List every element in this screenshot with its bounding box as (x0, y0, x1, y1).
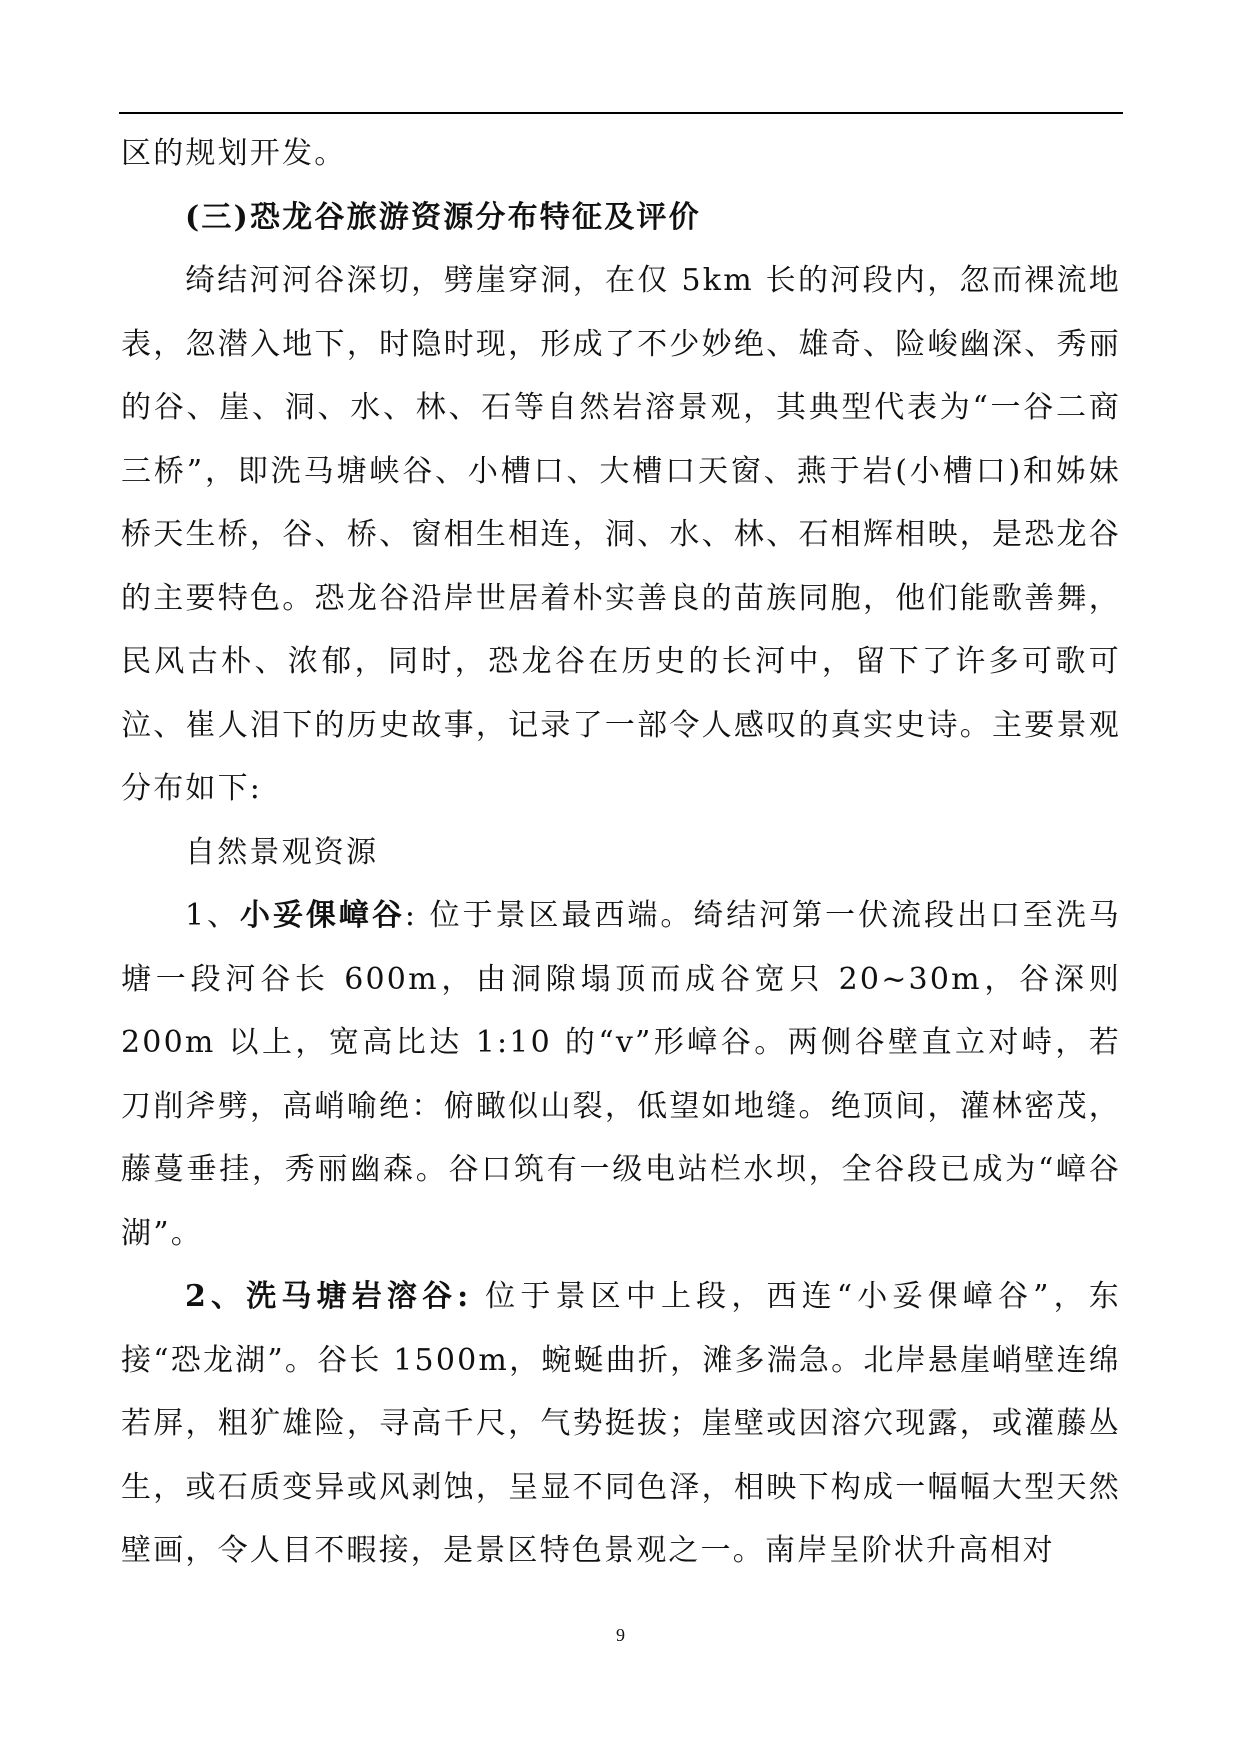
item-1-colon: : (404, 898, 418, 933)
item-1-text: 位于景区最西端。绮结河第一伏流段出口至洗马塘一段河谷长 600m，由洞隙塌顶而成谷宽只 20~30m，谷深则 200m 以上，宽高比达 1:10 的“v”形嶂谷。两侧谷壁直立对峙，若刀削斧劈，高峭喻绝：俯瞰似山裂，低望如地缝。绝顶间，灌林密茂，藤蔓垂挂，秀丽幽森。谷口筑有一级电站栏水坝，全谷段已成为“嶂谷湖”。 (121, 898, 1121, 1251)
body-text (121, 122, 1121, 1583)
item-2-text: 位于景区中上段，西连“小妥倮嶂谷”，东接“恐龙湖”。谷长 1500m，蜿蜒曲折，滩多湍急。北岸悬崖峭壁连绵若屏，粗犷雄险，寻高千尺，气势挺拔；崖壁或因溶穴现露，或灌藤丛生，或石质变异或风剥蚀，呈显不同色泽，相映下构成一幅幅大型天然壁画，令人目不暇接，是景区特色景观之一。南岸呈阶状升高相对 (121, 1279, 1121, 1568)
item-1-title: 小妥倮嶂谷 (240, 898, 405, 933)
item-2-title: 2、洗马塘岩溶谷: (185, 1279, 471, 1314)
section-heading: (三)恐龙谷旅游资源分布特征及评价 (185, 199, 701, 235)
continuation-line: 区的规划开发。 (121, 136, 347, 171)
item-1-number: 1、 (185, 898, 241, 933)
item-2-paragraph (121, 1265, 1121, 1583)
page-number: 9 (616, 1625, 625, 1645)
subheading: 自然景观资源 (185, 834, 379, 870)
header-rule (119, 112, 1123, 114)
item-1-paragraph (121, 884, 1121, 1265)
intro-paragraph: 绮结河河谷深切，劈崖穿洞，在仅 5km 长的河段内，忽而裸流地表，忽潜入地下，时隐时现，形成了不少妙绝、雄奇、险峻幽深、秀丽的谷、崖、洞、水、林、石等自然岩溶景观，其典型代表为“一谷二商三桥”，即洗马塘峡谷、小槽口、大槽口天窗、燕于岩(小槽口)和姊妹桥天生桥，谷、桥、窗相生相连，洞、水、林、石相辉相映，是恐龙谷的主要特色。恐龙谷沿岸世居着朴实善良的苗族同胞，他们能歌善舞，民风古朴、浓郁，同时，恐龙谷在历史的长河中，留下了许多可歌可泣、崔人泪下的历史故事，记录了一部令人感叹的真实史诗。主要景观分布如下: (121, 263, 1121, 806)
